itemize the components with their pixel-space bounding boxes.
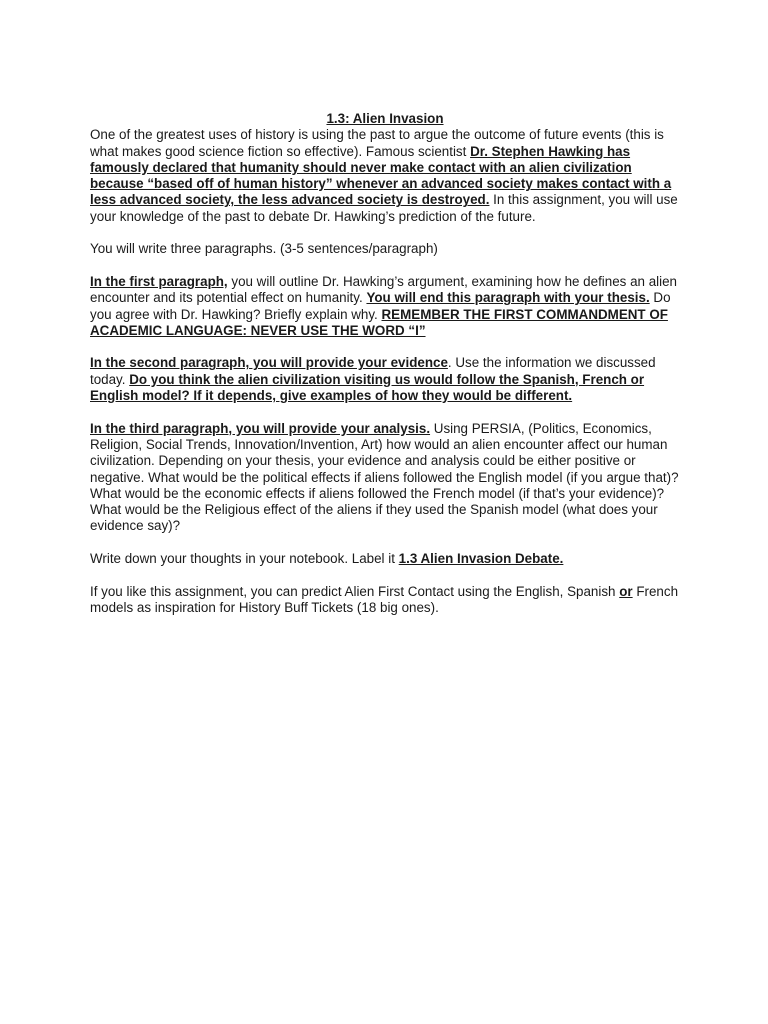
bonus-text-1: If you like this assignment, you can predict Alien First Contact using the English, Spanish xyxy=(90,583,620,599)
third-paragraph-instructions xyxy=(90,421,680,535)
document-page xyxy=(90,111,680,633)
intro-bold-hawking-quote: Dr. Stephen Hawking has famously declared that humanity should never make contact with an alien civilization because “based off of human history” whenever an advanced society makes contact with a less advanced society, the less advanced society is destroyed. xyxy=(90,143,672,208)
third-paragraph-heading: In the third paragraph, you will provide your analysis. xyxy=(90,420,431,436)
first-paragraph-instructions xyxy=(90,274,680,339)
second-paragraph-instructions xyxy=(90,355,680,404)
intro-text-2: In this assignment, you will use your knowledge of the past to debate Dr. Hawking’s prediction of the future. xyxy=(90,192,678,224)
second-paragraph-question: Do you think the alien civilization visiting us would follow the Spanish, French or English model? If it depends, give examples of how they would be different. xyxy=(90,371,645,404)
bonus-or: or xyxy=(619,583,633,599)
intro-paragraph xyxy=(90,127,680,225)
instructions-paragraph: You will write three paragraphs. (3-5 sentences/paragraph) xyxy=(90,241,438,257)
notebook-paragraph xyxy=(90,551,680,567)
notebook-text: Write down your thoughts in your notebook. Label it xyxy=(90,551,399,567)
first-paragraph-text-1: you will outline Dr. Hawking’s argument, examining how he defines an alien encounter and its potential effect on humanity. xyxy=(90,273,677,306)
bonus-text-2: French models as inspiration for History Buff Tickets (18 big ones). xyxy=(90,583,679,615)
first-paragraph-heading: In the first paragraph, xyxy=(90,273,228,289)
second-paragraph-text-1: . Use the information we discussed today. xyxy=(90,355,656,387)
bonus-paragraph xyxy=(90,584,680,617)
first-commandment: REMEMBER THE FIRST COMMANDMENT OF ACADEMIC LANGUAGE: NEVER USE THE WORD “I” xyxy=(90,306,668,338)
second-paragraph-heading: In the second paragraph, you will provide your evidence xyxy=(90,355,448,371)
first-paragraph-text-2: Do you agree with Dr. Hawking? Briefly explain why. xyxy=(90,290,671,322)
third-paragraph-text-1: Using PERSIA, (Politics, Economics, Religion, Social Trends, Innovation/Invention, Art) how would an alien encounter affect our human civilization. Depending on your thesis, your evidence and analysis could be either positive or negative. What would be the political effects if aliens followed the English model (if you argue that)? What would be the economic effects if aliens followed the French model (if that’s your evidence)? What would be the Religious effect of the aliens if they used the Spanish model (what does your evidence say)? xyxy=(90,420,679,534)
intro-text-1: One of the greatest uses of history is using the past to argue the outcome of future events (this is what makes good science fiction so effective). Famous scientist xyxy=(90,127,664,159)
first-paragraph-thesis: You will end this paragraph with your thesis. xyxy=(366,290,650,306)
document-title: 1.3: Alien Invasion xyxy=(326,111,444,126)
notebook-label: 1.3 Alien Invasion Debate. xyxy=(398,551,564,567)
